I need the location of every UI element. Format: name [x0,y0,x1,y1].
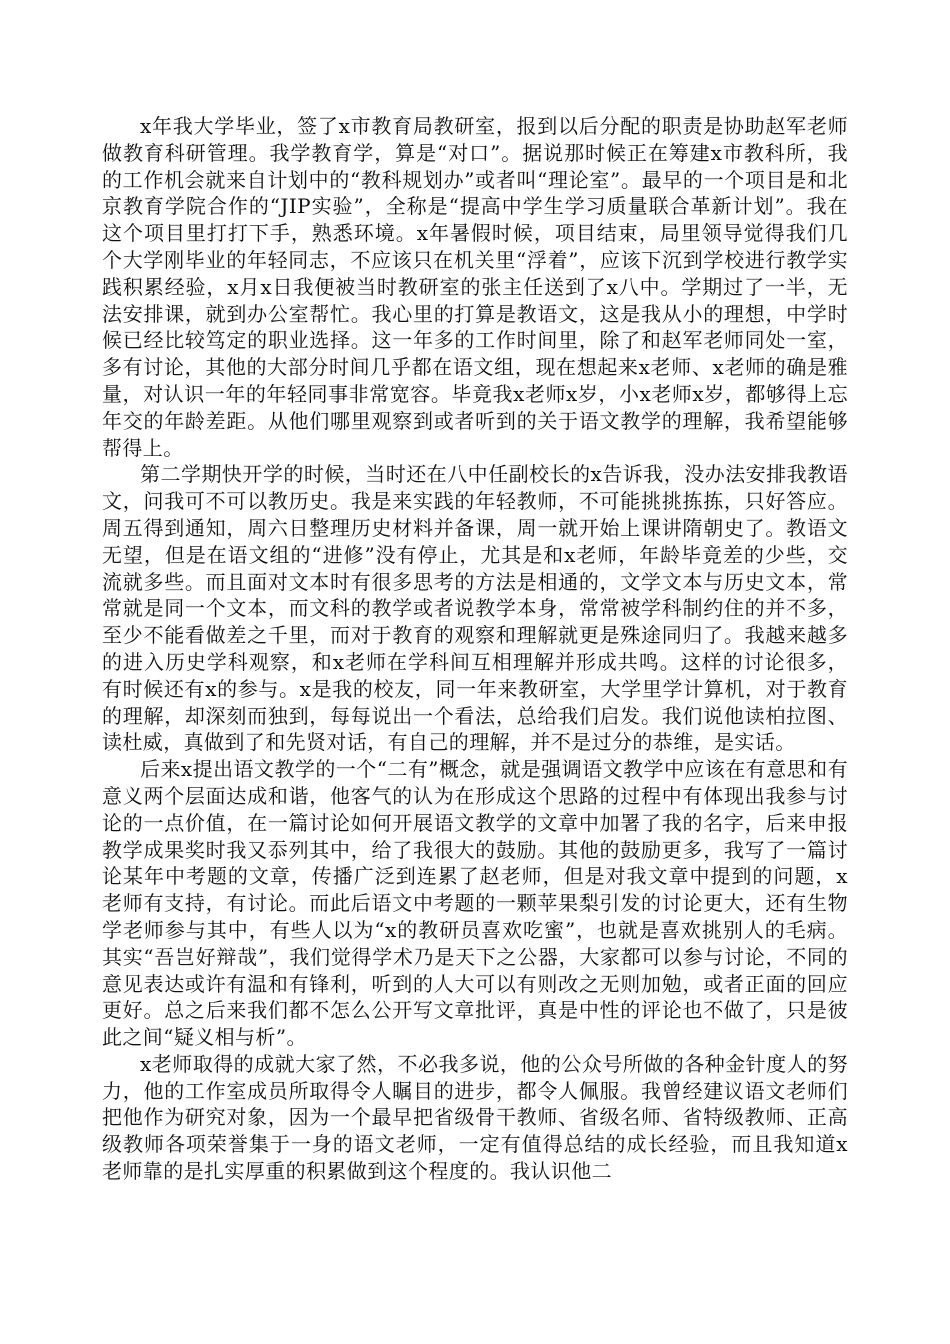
body-text [102,113,848,1185]
paragraph-4: x老师取得的成就大家了然，不必我多说，他的公众号所做的各种金针度人的努力，他的工作室成员所取得令人瞩目的进步，都令人佩服。我曾经建议语文老师们把他作为研究对象，因为一个最早把省级骨干教师、省级名师、省特级教师、正高级教师各项荣誉集于一身的语文老师，一定有值得总结的成长经验，而且我知道x老师靠的是扎实厚重的积累做到这个程度的。我认识他二 [102,1051,848,1184]
paragraph-2: 第二学期快开学的时候，当时还在八中任副校长的x告诉我，没办法安排我教语文，问我可不可以教历史。我是来实践的年轻教师，不可能挑挑拣拣，只好答应。周五得到通知，周六日整理历史材料并备课，周一就开始上课讲隋朝史了。教语文无望，但是在语文组的“进修”没有停止，尤其是和x老师，年龄毕竟差的少些，交流就多些。而且面对文本时有很多思考的方法是相通的，文学文本与历史文本，常常就是同一个文本，而文科的教学或者说教学本身，常常被学科制约住的并不多，至少不能看做差之千里，而对于教育的观察和理解就更是殊途同归了。我越来越多的进入历史学科观察，和x老师在学科间互相理解并形成共鸣。这样的讨论很多，有时候还有x的参与。x是我的校友，同一年来教研室，大学里学计算机，对于教育的理解，却深刻而独到，每每说出一个看法，总给我们启发。我们说他读柏拉图、读杜威，真做到了和先贤对话，有自己的理解，并不是过分的恭维，是实话。 [102,462,848,755]
paragraph-3: 后来x提出语文教学的一个“二有”概念，就是强调语文教学中应该在有意思和有意义两个层面达成和谐，他客气的认为在形成这个思路的过程中有体现出我参与讨论的一点价值，在一篇讨论如何开展语文教学的文章中加署了我的名字，后来申报教学成果奖时我又忝列其中，给了我很大的鼓励。其他的鼓励更多，我写了一篇讨论某年中考题的文章，传播广泛到连累了赵老师，但是对我文章中提到的问题，x老师有支持，有讨论。而此后语文中考题的一颗苹果梨引发的讨论更大，还有生物学老师参与其中，有些人以为“x的教研员喜欢吃蜜”，也就是喜欢挑别人的毛病。其实“吾岂好辩哉”，我们觉得学术乃是天下之公器，大家都可以参与讨论，不同的意见表达或许有温和有锋利，听到的人大可以有则改之无则加勉，或者正面的回应更好。总之后来我们都不怎么公开写文章批评，真是中性的评论也不做了，只是彼此之间“疑义相与析”。 [102,757,848,1050]
paragraph-1: x年我大学毕业，签了x市教育局教研室，报到以后分配的职责是协助赵军老师做教育科研管理。我学教育学，算是“对口”。据说那时候正在筹建x市教科所，我的工作机会就来自计划中的“教科规划办”或者叫“理论室”。最早的一个项目是和北京教育学院合作的“JIP实验”，全称是“提高中学生学习质量联合革新计划”。我在这个项目里打打下手，熟悉环境。x年暑假时候，项目结束，局里领导觉得我们几个大学刚毕业的年轻同志，不应该只在机关里“浮着”，应该下沉到学校进行教学实践积累经验，x月x日我便被当时教研室的张主任送到了x八中。学期过了一半，无法安排课，就到办公室帮忙。我心里的打算是教语文，这是我从小的理想，中学时候已经比较笃定的职业选择。这一年多的工作时间里，除了和赵军老师同处一室，多有讨论，其他的大部分时间几乎都在语文组，现在想起来x老师、x老师的确是雅量，对认识一年的年轻同事非常宽容。毕竟我x老师x岁，小x老师x岁，都够得上忘年交的年龄差距。从他们哪里观察到或者听到的关于语文教学的理解，我希望能够帮得上。 [102,114,848,460]
